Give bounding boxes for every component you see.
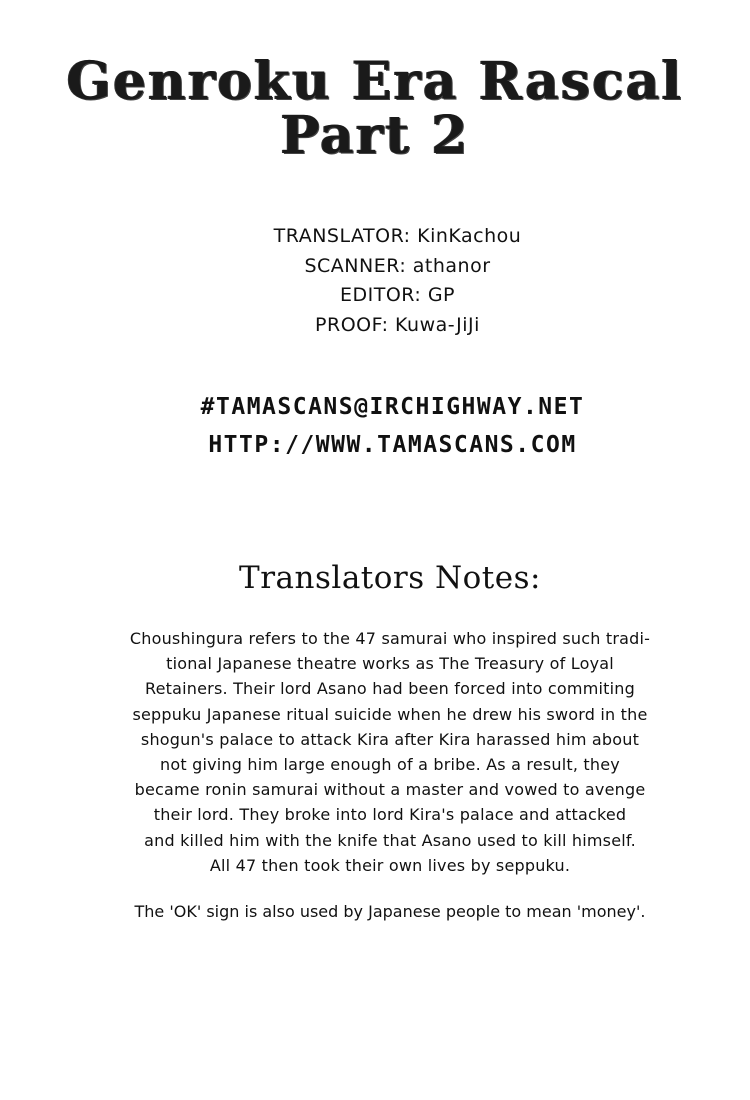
note-line: seppuku Japanese ritual suicide when he drew his sword in the: [132, 704, 648, 724]
credit-proof: PROOF: Kuwa-JiJi: [315, 313, 480, 336]
note-line: became ronin samurai without a master and vowed to avenge: [134, 780, 646, 800]
credits-block: [0, 222, 750, 340]
notes-heading: Translators Notes:: [239, 560, 541, 596]
title-line-1: Genroku Era Rascal: [66, 51, 684, 112]
title-line-2: Part 2: [280, 105, 470, 166]
credit-editor: EDITOR: GP: [339, 284, 456, 306]
credit-scanner: SCANNER: athanor: [304, 254, 491, 277]
note-line: their lord. They broke into lord Kira's palace and attacked: [153, 805, 627, 825]
note-extra: The 'OK' sign is also used by Japanese people to mean 'money'.: [134, 902, 646, 921]
credit-translator: TRANSLATOR: KinKachou: [273, 225, 522, 247]
note-line: tional Japanese theatre works as The Treasury of Loyal: [166, 654, 614, 674]
website-url: HTTP://WWW.TAMASCANS.COM: [208, 432, 577, 458]
irc-channel: #TAMASCANS@IRCHIGHWAY.NET: [200, 394, 585, 420]
note-line: not giving him large enough of a bribe. As a result, they: [160, 755, 620, 775]
note-line: and killed him with the knife that Asano used to kill himself.: [144, 830, 636, 850]
note-line: Choushingura refers to the 47 samurai who inspired such tradi-: [129, 629, 651, 648]
contact-block: [0, 388, 750, 464]
chapter-title: [0, 51, 750, 166]
note-line: shogun's palace to attack Kira after Kira harassed him about: [140, 729, 640, 749]
note-line: Retainers. Their lord Asano had been forced into commiting: [145, 679, 635, 699]
note-line: All 47 then took their own lives by seppuku.: [209, 855, 571, 875]
notes-body: [95, 626, 685, 878]
